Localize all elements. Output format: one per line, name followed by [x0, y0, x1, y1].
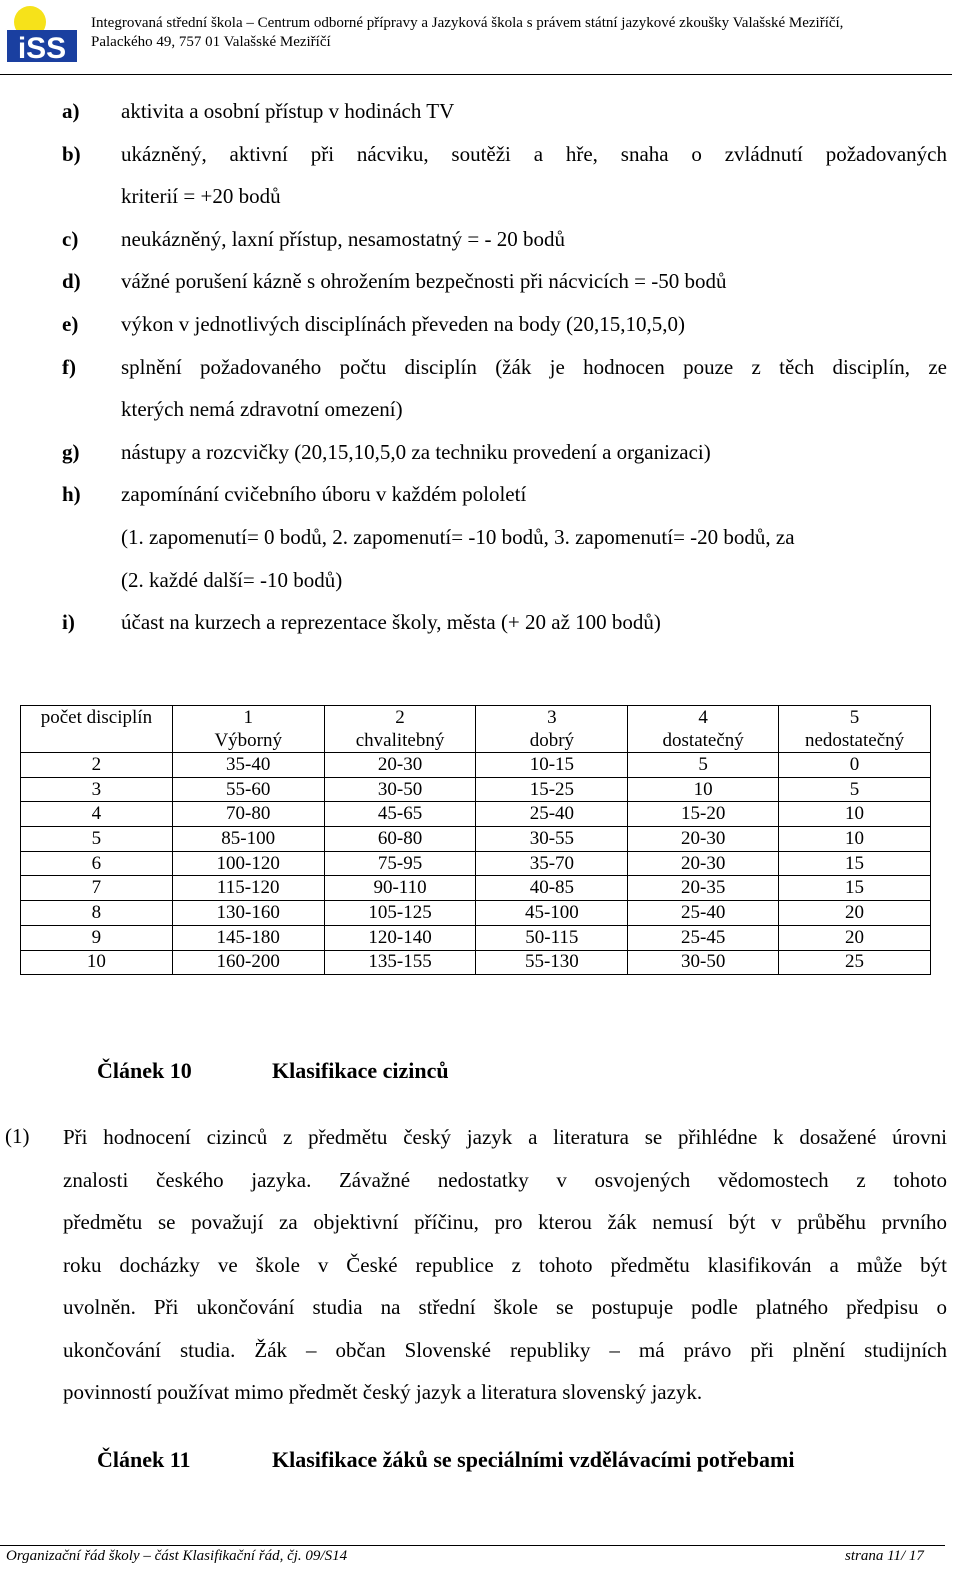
- list-item: [0, 601, 960, 644]
- grade-number: 2: [395, 707, 405, 728]
- article-11-title: Klasifikace žáků se speciálními vzdělávacími potřebami: [272, 1447, 795, 1472]
- table-cell: 115-120: [172, 876, 324, 901]
- table-cell: 100-120: [172, 851, 324, 876]
- discipline-count-cell: 3: [21, 777, 173, 802]
- page-header: [0, 0, 960, 76]
- paragraph-line: předmětu se považují za objektivní příčinu, pro kterou žák nemusí být v průběhu prvního: [63, 1210, 947, 1234]
- table-cell: 25-45: [628, 925, 779, 950]
- footer-document-reference: Organizační řád školy – část Klasifikační řád, čj. 09/S14: [6, 1548, 348, 1564]
- paragraph-line: roku docházky ve škole v České republice z tohoto předmětu klasifikován a může být: [63, 1252, 947, 1277]
- list-item-text: neukázněný, laxní přístup, nesamostatný = - 20 bodů: [121, 226, 566, 251]
- table-cell: 25: [779, 950, 931, 975]
- table-cell: 40-85: [476, 876, 628, 901]
- table-cell: 130-160: [172, 901, 324, 926]
- table-cell: 45-65: [324, 802, 476, 827]
- table-cell: 145-180: [172, 925, 324, 950]
- list-item-letter: f): [62, 354, 76, 379]
- table-cell: 25-40: [476, 802, 628, 827]
- article-10-title: Klasifikace cizinců: [272, 1058, 449, 1083]
- table-cell: 5: [779, 777, 931, 802]
- list-item-text: kterých nemá zdravotní omezení): [121, 397, 403, 422]
- table-row: [21, 950, 931, 975]
- list-item: [0, 473, 960, 516]
- grade-number: 3: [547, 707, 557, 728]
- list-item: [0, 260, 960, 303]
- table-cell: 30-50: [324, 777, 476, 802]
- table-header-row: [21, 706, 931, 753]
- list-item: [0, 133, 960, 176]
- table-cell: 10: [628, 777, 779, 802]
- discipline-count-cell: 10: [21, 950, 173, 975]
- school-name: [91, 14, 843, 52]
- table-cell: 10: [779, 802, 931, 827]
- list-item-continuation: [0, 388, 960, 431]
- paragraph-line: povinností používat mimo předmět český jazyk a literatura slovenský jazyk.: [63, 1380, 703, 1404]
- table-cell: 75-95: [324, 851, 476, 876]
- table-cell: 135-155: [324, 950, 476, 975]
- table-row: [21, 925, 931, 950]
- list-item-text: vážné porušení kázně s ohrožením bezpečnosti při nácvicích = -50 bodů: [121, 269, 727, 294]
- header-divider: [0, 74, 952, 75]
- table-header-cell: [324, 706, 476, 753]
- table-row: [21, 851, 931, 876]
- table-cell: 30-55: [476, 827, 628, 852]
- table-header-cell: [476, 706, 628, 753]
- table-cell: 25-40: [628, 901, 779, 926]
- discipline-count-cell: 2: [21, 753, 173, 778]
- table-row: [21, 753, 931, 778]
- list-item-text: zapomínání cvičebního úboru v každém pololetí: [121, 482, 527, 507]
- table-cell: 70-80: [172, 802, 324, 827]
- list-item-text: (2. každé další= -10 bodů): [121, 567, 343, 592]
- list-item: [0, 218, 960, 261]
- footer-page-number: strana 11/ 17: [845, 1548, 924, 1564]
- table-row: [21, 901, 931, 926]
- grade-label: Výborný: [214, 730, 282, 751]
- table-row: [21, 876, 931, 901]
- list-item-text: splnění požadovaného počtu disciplín (žák je hodnocen pouze z těch disciplín, ze: [121, 354, 947, 379]
- list-item-continuation: [0, 516, 960, 559]
- table-cell: 50-115: [476, 925, 628, 950]
- grade-label: dostatečný: [662, 730, 744, 751]
- list-item-letter: c): [62, 226, 79, 251]
- paragraph-line: uvolněn. Při ukončování studia na střední škole se postupuje podle platného předpisu o: [63, 1295, 947, 1319]
- table-cell: 10: [779, 827, 931, 852]
- table-cell: 15: [779, 876, 931, 901]
- list-item-letter: d): [62, 269, 81, 294]
- header-line-2: Palackého 49, 757 01 Valašské Meziříčí: [91, 34, 331, 50]
- list-item-text: aktivita a osobní přístup v hodinách TV: [121, 99, 455, 123]
- scoring-table: [20, 705, 931, 975]
- table-cell: 20-35: [628, 876, 779, 901]
- paragraph-line: ukončování studia. Žák – občan Slovenské republiky – má právo při plnění studijních: [63, 1337, 947, 1362]
- table-header-cell: počet disciplín: [21, 706, 173, 753]
- list-item-letter: a): [62, 99, 80, 123]
- logo-lettering: iSS: [17, 32, 67, 64]
- list-item-continuation: [0, 559, 960, 602]
- table-cell: 20: [779, 925, 931, 950]
- table-cell: 55-130: [476, 950, 628, 975]
- discipline-count-cell: 5: [21, 827, 173, 852]
- list-item: [0, 303, 960, 346]
- article-10-paragraph: [63, 1116, 947, 1414]
- table-header-cell: [779, 706, 931, 753]
- list-item-letter: e): [62, 311, 79, 336]
- table-row: [21, 802, 931, 827]
- list-item-text: (1. zapomenutí= 0 bodů, 2. zapomenutí= -10 bodů, 3. zapomenutí= -20 bodů, za: [121, 524, 795, 549]
- table-cell: 30-50: [628, 950, 779, 975]
- list-item-letter: i): [62, 610, 75, 635]
- table-cell: 15-20: [628, 802, 779, 827]
- table-cell: 10-15: [476, 753, 628, 778]
- table-row: [21, 777, 931, 802]
- list-item-text: ukázněný, aktivní při nácviku, soutěži a hře, snaha o zvládnutí požadovaných: [121, 141, 947, 166]
- table-cell: 90-110: [324, 876, 476, 901]
- grade-label: nedostatečný: [804, 730, 905, 751]
- table-cell: 20-30: [628, 851, 779, 876]
- article-11-number: Článek 11: [97, 1447, 191, 1472]
- table-header-cell: [172, 706, 324, 753]
- paragraph-line: znalosti českého jazyka. Závažné nedostatky v osvojených vědomostech z tohoto: [63, 1167, 947, 1192]
- grade-number: 4: [698, 707, 708, 728]
- discipline-count-cell: 6: [21, 851, 173, 876]
- table-cell: 0: [779, 753, 931, 778]
- grade-label: dobrý: [529, 730, 575, 751]
- article-10-number: Článek 10: [97, 1058, 192, 1083]
- list-item-text: nástupy a rozcvičky (20,15,10,5,0 za techniku provedení a organizaci): [121, 439, 711, 464]
- table-cell: 55-60: [172, 777, 324, 802]
- table-cell: 105-125: [324, 901, 476, 926]
- grade-number: 1: [243, 707, 253, 728]
- table-cell: 120-140: [324, 925, 476, 950]
- table-cell: 60-80: [324, 827, 476, 852]
- table-header-cell: [628, 706, 779, 753]
- grade-label: chvalitebný: [355, 730, 445, 751]
- table-cell: 160-200: [172, 950, 324, 975]
- header-line-1: Integrovaná střední škola – Centrum odborné přípravy a Jazyková škola s právem státní jazykové zkoušky Valašské Meziříčí,: [91, 15, 844, 31]
- table-cell: 85-100: [172, 827, 324, 852]
- list-item: [0, 346, 960, 389]
- footer-divider: [0, 1545, 945, 1546]
- discipline-count-cell: 8: [21, 901, 173, 926]
- paragraph-number: (1): [5, 1124, 30, 1148]
- table-cell: 20-30: [628, 827, 779, 852]
- list-item-text: účast na kurzech a reprezentace školy, města (+ 20 až 100 bodů): [121, 610, 661, 635]
- list-item-letter: g): [62, 439, 80, 464]
- grade-number: 5: [849, 707, 860, 728]
- discipline-count-cell: 7: [21, 876, 173, 901]
- table-cell: 35-70: [476, 851, 628, 876]
- table-cell: 20: [779, 901, 931, 926]
- list-item: [0, 431, 960, 474]
- discipline-count-cell: 9: [21, 925, 173, 950]
- school-logo: [3, 4, 79, 64]
- table-row: [21, 827, 931, 852]
- table-cell: 15: [779, 851, 931, 876]
- table-cell: 45-100: [476, 901, 628, 926]
- discipline-count-cell: 4: [21, 802, 173, 827]
- list-item-text: kriterií = +20 bodů: [121, 184, 281, 209]
- table-cell: 35-40: [172, 753, 324, 778]
- list-item: [0, 90, 960, 133]
- table-cell: 15-25: [476, 777, 628, 802]
- list-item-continuation: [0, 175, 960, 218]
- list-item-letter: h): [62, 482, 81, 507]
- table-cell: 20-30: [324, 753, 476, 778]
- paragraph-line: Při hodnocení cizinců z předmětu český jazyk a literatura se přihlédne k dosažené úrovni: [63, 1125, 947, 1149]
- table-cell: 5: [628, 753, 779, 778]
- evaluation-criteria-list: [0, 90, 960, 644]
- list-item-text: výkon v jednotlivých disciplínách převeden na body (20,15,10,5,0): [121, 311, 685, 336]
- list-item-letter: b): [62, 141, 81, 166]
